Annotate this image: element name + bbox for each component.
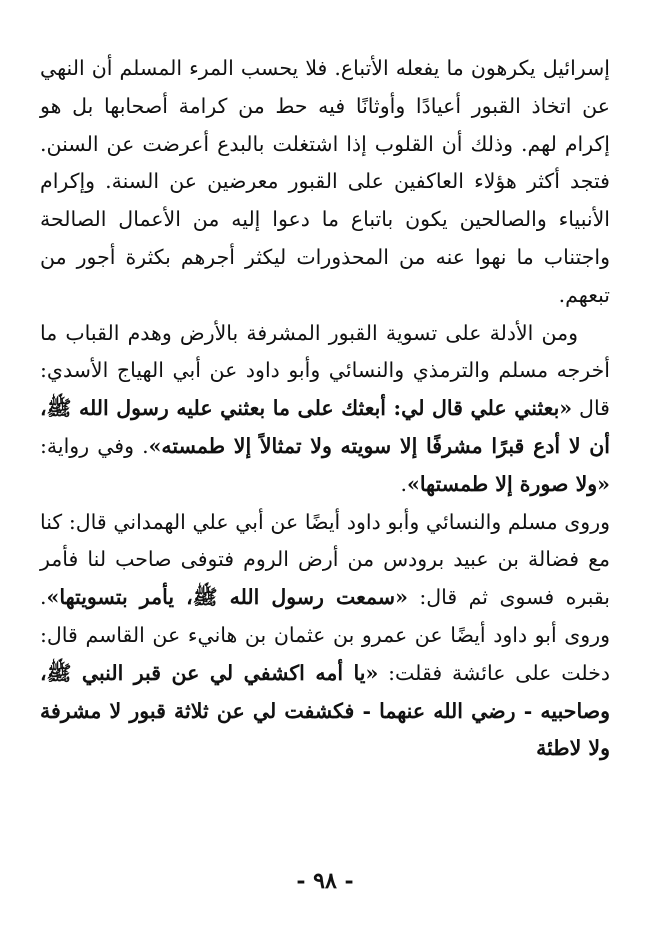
paragraph-1-text: إسرائيل يكرهون ما يفعله الأتباع. فلا يحسب المرء المسلم أن النهي عن اتخاذ القبور أعيادًا وأوثانًا فيه حط من كرامة أصحابها بل هو إكرام لهم. وذلك أن القلوب إذا اشتغلت بالبدع أعرضت عن السنن. فتجد أكثر هؤلاء العاكفين على القبور معرضين عن السنة. وإكرام الأنبياء والصالحين يكون باتباع ما دعوا إليه من الأعمال الصالحة واجتناب ما نهوا عنه من المحذورات ليكثر أجرهم بكثرة أجور من تبعهم.	[40, 56, 610, 307]
paragraph-1	[40, 50, 610, 315]
paragraph-3-text-a: وروى مسلم والنسائي وأبو داود أيضًا عن أبي علي الهمداني قال: كنا مع فضالة بن عبيد برودس من أرض الروم فتوفى صاحب لنا فأمر بقبره فسوى ثم قال:	[40, 509, 610, 610]
paragraph-3-text-b: . وروى أبو داود أيضًا عن عمرو بن عثمان بن هانيء عن القاسم قال: دخلت على عائشة فقلت:	[40, 585, 610, 685]
hadith-quote-variant: «ولا صورة إلا طمستها»	[407, 471, 610, 496]
paragraph-2-text-b: . وفي رواية:	[40, 433, 149, 458]
body-text	[40, 50, 610, 768]
page-number: - ٩٨ -	[296, 868, 354, 894]
paragraph-2	[40, 315, 610, 504]
hadith-quote-abu-hayyaj: «بعثني علي قال لي: أبعثك على ما بعثني عليه رسول الله ﷺ، أن لا أدع قبرًا مشرفًا إلا سويته ولا تمثالاً إلا طمسته»	[40, 396, 610, 458]
paragraph-3	[40, 504, 610, 769]
paragraph-2-text-a: ومن الأدلة على تسوية القبور المشرفة بالأرض وهدم القباب ما أخرجه مسلم والترمذي والنسائي وأبو داود عن أبي الهياج الأسدي: قال	[40, 320, 610, 421]
hadith-quote-fadala: «سمعت رسول الله ﷺ، يأمر بتسويتها»	[46, 585, 408, 610]
hadith-quote-aisha: «يا أمه اكشفي لي عن قبر النبي ﷺ، وصاحبيه - رضي الله عنهما - فكشفت لي عن ثلاثة قبور لا مشرفة ولا لاطئة	[40, 660, 610, 761]
paragraph-2-text-c: .	[400, 471, 407, 496]
